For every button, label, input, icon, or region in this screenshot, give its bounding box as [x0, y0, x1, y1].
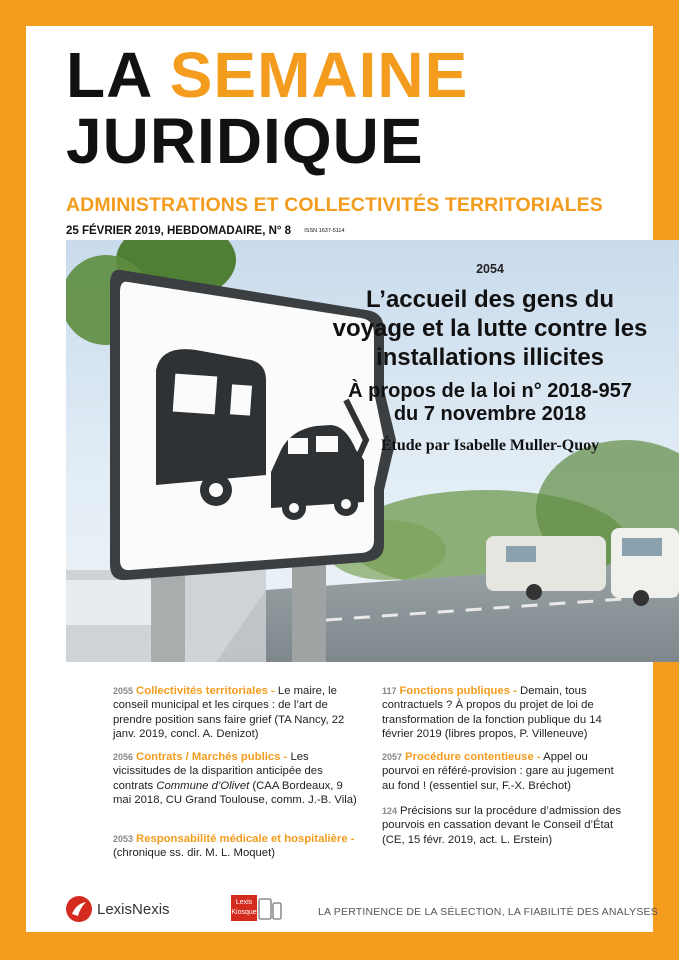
toc-item-number: 2057	[382, 752, 403, 762]
feature-article-author: Étude par Isabelle Muller-Quoy	[380, 437, 600, 454]
masthead-line-1	[66, 40, 468, 110]
toc-item-text: Demain, tous contractuels ? À propos du projet de loi de transformation de la fonction publique du 14 février 2019 (libres propos, P. Villeneuve)	[382, 685, 602, 740]
tagline: LA PERTINENCE DE LA SÉLECTION, LA FIABILITÉ DES ANALYSES	[318, 906, 658, 918]
toc-item-category: Contrats / Marchés publics -	[136, 751, 288, 763]
publisher-logo	[66, 896, 170, 922]
masthead-juridique: JURIDIQUE	[66, 105, 424, 177]
publisher-name: LexisNexis	[97, 900, 170, 918]
toc-item[interactable]	[113, 750, 359, 807]
toc-item-category: Procédure contentieuse -	[405, 751, 541, 763]
kiosque-line-2: Kiosque	[231, 909, 257, 916]
publication-subtitle: ADMINISTRATIONS ET COLLECTIVITÉS TERRITORIALES	[66, 194, 603, 216]
masthead-la: LA	[66, 39, 151, 111]
toc-item-text: Précisions sur la procédure d’admission des pourvois en cassation devant le Conseil d’État (CE, 15 févr. 2019, act. L. Erstein)	[382, 805, 622, 846]
feature-article-subtitle: À propos de la loi n° 2018-957 du 7 novembre 2018	[348, 380, 632, 425]
issn: ISSN 1637-5114	[304, 227, 345, 234]
devices-icon	[258, 898, 282, 920]
toc-item-number: 2056	[113, 752, 134, 762]
toc-item-number: 124	[382, 806, 398, 816]
masthead-semaine: SEMAINE	[169, 39, 469, 111]
kiosque-line-1: Lexis	[235, 899, 253, 906]
feature-article-title[interactable]: L’accueil des gens du voyage et la lutte contre les installations illicites	[332, 286, 648, 371]
feature-article-number: 2054	[476, 262, 504, 276]
issue-dateline	[66, 225, 345, 237]
toc-item-number: 2055	[113, 686, 134, 696]
lexisnexis-logo-icon	[66, 896, 92, 922]
issue-date: 25 FÉVRIER 2019, HEBDOMADAIRE, N° 8	[66, 225, 292, 237]
toc-item[interactable]	[113, 684, 359, 741]
toc-item-category: Responsabilité médicale et hospitalière -	[136, 833, 355, 845]
toc-item-category: Fonctions publiques -	[399, 685, 517, 697]
toc-item[interactable]	[382, 750, 622, 793]
toc-item-number: 2053	[113, 834, 134, 844]
toc-item-category: Collectivités territoriales -	[136, 685, 275, 697]
lexis-kiosque-logo	[231, 895, 257, 921]
toc-item[interactable]	[382, 684, 622, 741]
toc-item-text: (chronique ss. dir. M. L. Moquet)	[113, 847, 275, 860]
toc-item[interactable]	[382, 804, 622, 847]
toc-item-number: 117	[382, 686, 397, 696]
toc-item-text: Appel ou pourvoi en référé-provision : gare au jugement au fond ! (essentiel sur, F.-X. Bréchot)	[382, 751, 614, 792]
toc-item-text: (CAA Bordeaux, 9 mai 2018, CU Grand Toulouse, comm. J.-B. Vila)	[113, 779, 357, 806]
toc-item-text: Les vicissitudes de la disparition anticipée des contrats	[113, 751, 323, 792]
toc-item-italic-text: Commune d’Olivet	[156, 779, 250, 792]
toc-item[interactable]	[113, 832, 359, 861]
toc-item-text: Le maire, le conseil municipal et les cirques : de l’art de prendre position sans faire grief (TA Nancy, 22 janv. 2019, concl. A. Denizot)	[113, 685, 345, 740]
